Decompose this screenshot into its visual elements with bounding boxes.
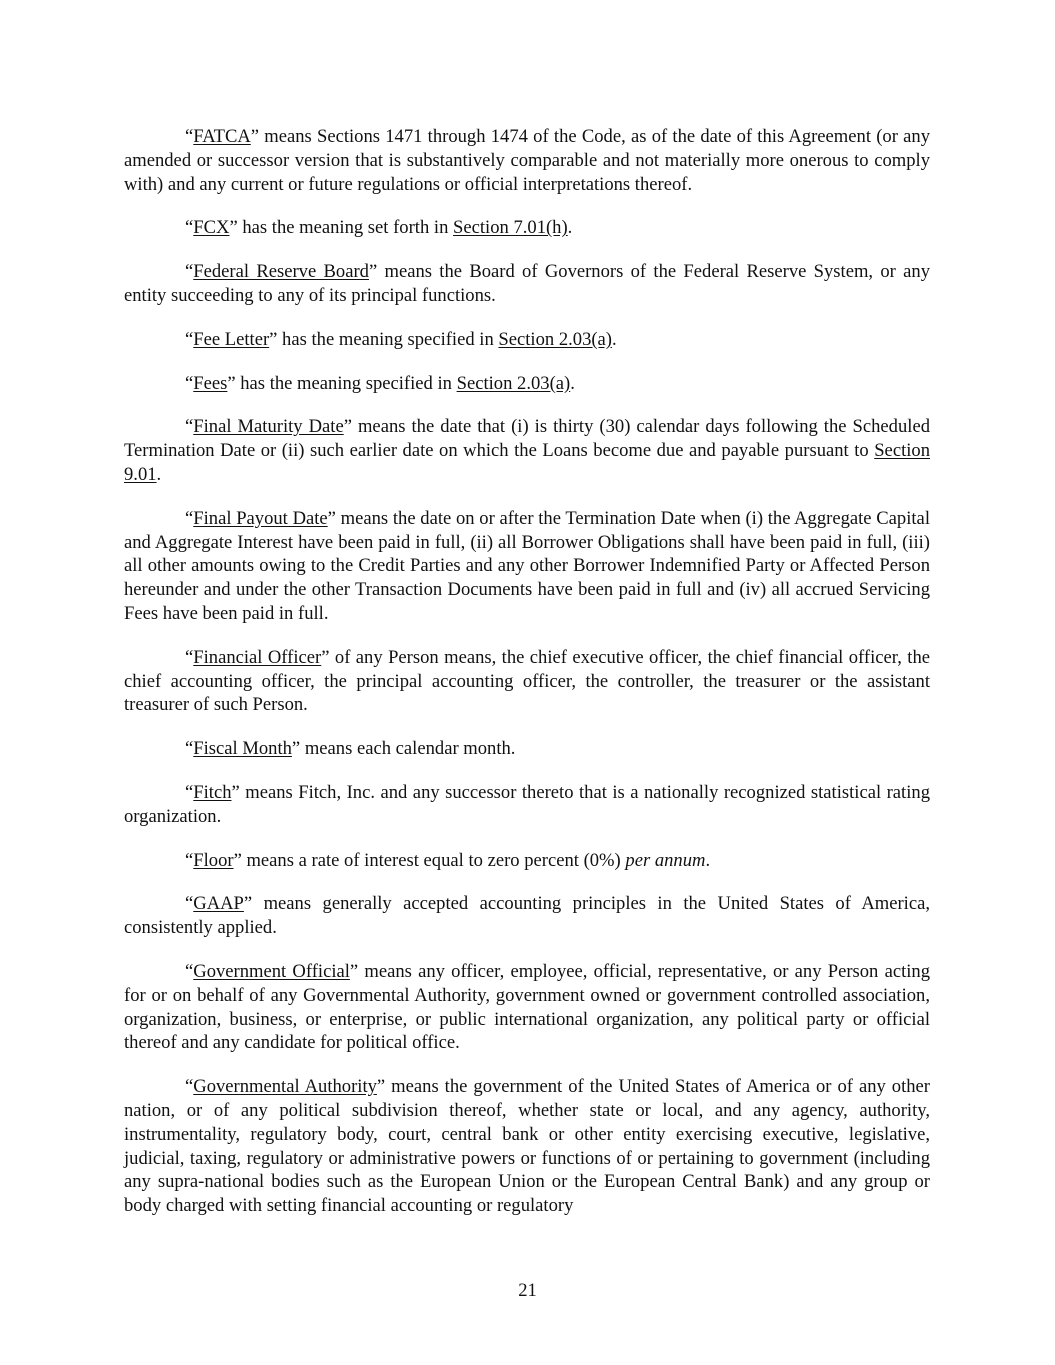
definition-fiscal-month: “Fiscal Month” means each calendar month. bbox=[185, 738, 516, 760]
definition-text: ” means the date on or after the Termination Date when (i) the Aggregate Capital and Aggregate Interest have been paid in full, (ii) all Borrower Obligations shall have been paid in full, (iii) all other amounts owing to the Credit Parties and any other Borrower Indemnified Party or Affected Person hereunder and under the other Transaction Documents have been paid in full and (iv) all accrued Servicing Fees have been paid in full. bbox=[124, 507, 930, 624]
defined-term: Federal Reserve Board bbox=[193, 261, 369, 283]
defined-term: FATCA bbox=[193, 126, 251, 147]
defined-term: Final Maturity Date bbox=[193, 416, 344, 438]
definition-fcx: “FCX” has the meaning set forth in Section 7.01(h). bbox=[185, 217, 573, 239]
defined-term: Fitch bbox=[193, 781, 232, 803]
definition-text-end: . bbox=[567, 217, 573, 239]
defined-term: Governmental Authority bbox=[193, 1076, 377, 1098]
section-reference: Section 2.03(a) bbox=[498, 328, 613, 350]
definition-text: ” means generally accepted accounting principles in the United States of America, consistently applied. bbox=[124, 893, 930, 939]
defined-term: Fiscal Month bbox=[193, 738, 292, 760]
definition-text: ” has the meaning specified in bbox=[227, 372, 457, 394]
page-number: 21 bbox=[518, 1280, 537, 1301]
definition-final-payout-date: “Final Payout Date” means the date on or after the Termination Date when (i) the Aggregate Capital and Aggregate Interest have been paid in full, (ii) all Borrower Obligations shall have been paid in full, (iii) all other amounts owing to the Credit Parties and any other Borrower Indemnified Party or Affected Person hereunder and under the other Transaction Documents have been paid in full and (iv) all accrued Servicing Fees have been paid in full. bbox=[124, 507, 930, 624]
definition-text: ” means each calendar month. bbox=[291, 738, 516, 760]
definition-text-end: . bbox=[612, 328, 617, 350]
definition-text: ” means the government of the United States of America or of any other nation, or of any political subdivision thereof, whether state or local, and any agency, authority, instrumentality, regulatory body, court, central bank or other entity exercising executive, legislative, judicial, taxing, regulatory or administrative powers or functions of or pertaining to government (including any supra-national bodies such as the European Union or the European Central Bank) and any group or body charged with setting financial accounting or regulatory bbox=[124, 1076, 930, 1217]
definition-fatca: “FATCA” means Sections 1471 through 1474 of the Code, as of the date of this Agreement (or any amended or successor version that is substantively comparable and not materially more onerous to comply with) and any current or future regulations or official interpretations thereof. bbox=[124, 126, 930, 195]
definition-government-official: “Government Official” means any officer, employee, official, representative, or any Person acting for or on behalf of any Governmental Authority, government owned or government controlled association, organization, business, or enterprise, or public international organization, any political party or official thereof and any candidate for political office. bbox=[124, 960, 930, 1054]
document-body bbox=[124, 125, 930, 1238]
defined-term: Fee Letter bbox=[193, 328, 270, 350]
definition-text-end: . bbox=[156, 463, 162, 485]
section-reference: Section 2.03(a) bbox=[456, 372, 571, 394]
italic-phrase: per annum bbox=[625, 849, 706, 871]
definition-text: ” of any Person means, the chief executive officer, the chief financial officer, the chief accounting officer, the principal accounting officer, the controller, the treasurer or the assistant treasurer of such Person. bbox=[124, 646, 930, 716]
definition-gaap: “GAAP” means generally accepted accounting principles in the United States of America, consistently applied. bbox=[124, 893, 930, 939]
definition-fees: “Fees” has the meaning specified in Section 2.03(a). bbox=[185, 372, 575, 394]
defined-term: FCX bbox=[193, 217, 230, 239]
definition-federal-reserve-board: “Federal Reserve Board” means the Board of Governors of the Federal Reserve System, or any entity succeeding to any of its principal functions. bbox=[124, 261, 930, 306]
defined-term: Financial Officer bbox=[193, 646, 322, 668]
defined-term: Final Payout Date bbox=[193, 507, 328, 529]
definition-fitch: “Fitch” means Fitch, Inc. and any successor thereto that is a nationally recognized statistical rating organization. bbox=[124, 781, 930, 827]
definition-text: ” means any officer, employee, official, representative, or any Person acting for or on behalf of any Governmental Authority, government owned or government controlled association, organization, business, or enterprise, or public international organization, any political party or official thereof and any candidate for political office. bbox=[124, 960, 930, 1054]
definition-text: ” means the date that (i) is thirty (30) calendar days following the Scheduled Termination Date or (ii) such earlier date on which the Loans become due and payable pursuant to bbox=[124, 416, 930, 462]
definition-final-maturity-date: “Final Maturity Date” means the date that (i) is thirty (30) calendar days following the Scheduled Termination Date or (ii) such earlier date on which the Loans become due and payable pursuant to Section 9.01. bbox=[124, 416, 930, 485]
defined-term: GAAP bbox=[193, 893, 244, 915]
section-reference: Section 7.01(h) bbox=[453, 217, 568, 239]
definition-text-end: . bbox=[570, 372, 575, 394]
definition-text: ” means Sections 1471 through 1474 of the Code, as of the date of this Agreement (or any amended or successor version that is substantively comparable and not materially more onerous to comply with) and any current or future regulations or official interpretations thereof. bbox=[124, 126, 930, 195]
definition-financial-officer: “Financial Officer” of any Person means, the chief executive officer, the chief financial officer, the chief accounting officer, the principal accounting officer, the controller, the treasurer or the assistant treasurer of such Person. bbox=[124, 646, 930, 716]
definition-text: ” means the Board of Governors of the Federal Reserve System, or any entity succeeding to any of its principal functions. bbox=[124, 261, 930, 306]
definition-fee-letter: “Fee Letter” has the meaning specified in Section 2.03(a). bbox=[185, 328, 617, 350]
section-reference: Section 9.01 bbox=[124, 440, 930, 485]
defined-term: Government Official bbox=[193, 960, 350, 982]
defined-term: Fees bbox=[193, 372, 228, 394]
defined-term: Floor bbox=[193, 849, 234, 871]
definition-text: ” means Fitch, Inc. and any successor thereto that is a nationally recognized statistical rating organization. bbox=[124, 781, 930, 827]
definition-governmental-authority: “Governmental Authority” means the government of the United States of America or of any other nation, or of any political subdivision thereof, whether state or local, and any agency, authority, instrumentality, regulatory body, court, central bank or other entity exercising executive, legislative, judicial, taxing, regulatory or administrative powers or functions of or pertaining to government (including any supra-national bodies such as the European Union or the European Central Bank) and any group or body charged with setting financial accounting or regulatory bbox=[124, 1076, 930, 1217]
definition-text: ” has the meaning specified in bbox=[269, 328, 499, 350]
definition-floor: “Floor” means a rate of interest equal to zero percent (0%) per annum. bbox=[185, 849, 711, 871]
definition-text: ” means a rate of interest equal to zero percent (0%) bbox=[233, 849, 626, 871]
definition-text: ” has the meaning set forth in bbox=[229, 217, 454, 239]
definition-text-end: . bbox=[705, 849, 711, 871]
